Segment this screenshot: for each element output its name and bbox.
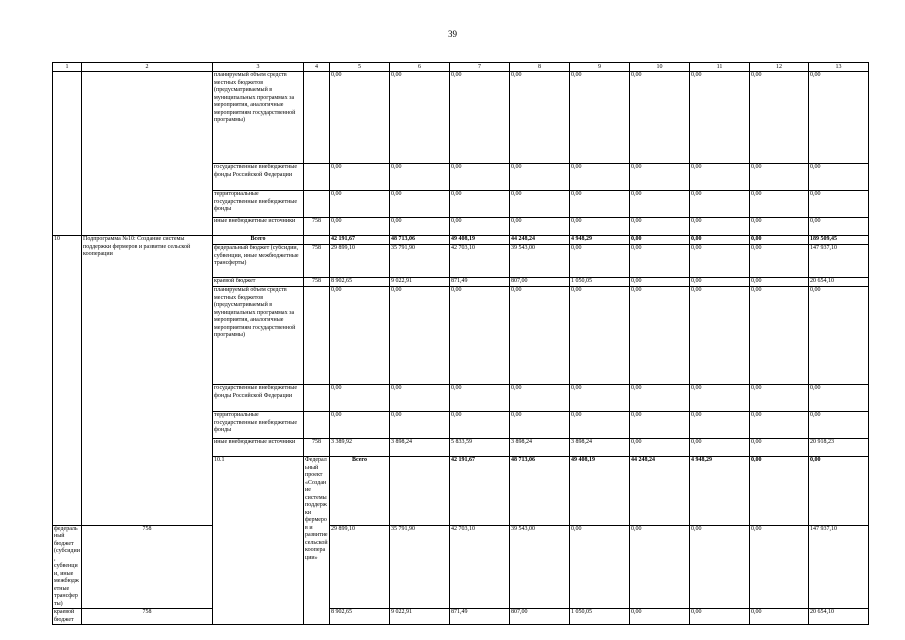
empty-cell <box>53 72 82 236</box>
amount-cell: 0,00 <box>690 191 750 218</box>
column-header: 2 <box>82 63 213 72</box>
amount-cell: 0,00 <box>570 218 630 236</box>
amount-cell: 0,00 <box>690 439 750 457</box>
budget-code: 758 <box>304 245 330 278</box>
funding-source-label: краевой бюджет <box>53 609 82 625</box>
amount-cell: 0,00 <box>450 287 510 385</box>
amount-cell: 4 948,29 <box>570 236 630 245</box>
amount-cell: 0,00 <box>809 385 869 412</box>
amount-cell: 0,00 <box>690 385 750 412</box>
amount-cell: 3 389,92 <box>330 439 390 457</box>
amount-cell: 807,00 <box>510 609 570 625</box>
funding-source-label: территориальные государственные внебюджетные фонды <box>213 412 304 439</box>
page-number: 39 <box>448 29 457 39</box>
amount-cell: 189 509,45 <box>809 236 869 245</box>
amount-cell: 0,00 <box>630 385 690 412</box>
column-header: 6 <box>390 63 450 72</box>
amount-cell: 871,49 <box>450 278 510 287</box>
amount-cell: 0,00 <box>630 525 690 609</box>
column-header: 5 <box>330 63 390 72</box>
budget-code: 758 <box>304 439 330 457</box>
amount-cell: 44 248,24 <box>630 457 690 526</box>
amount-cell: 0,00 <box>330 287 390 385</box>
funding-source-label: Всего <box>330 457 390 526</box>
amount-cell: 0,00 <box>630 191 690 218</box>
amount-cell: 0,00 <box>750 72 809 164</box>
amount-cell: 20 654,10 <box>809 609 869 625</box>
amount-cell: 39 543,00 <box>510 525 570 609</box>
amount-cell: 0,00 <box>750 412 809 439</box>
amount-cell: 48 713,06 <box>390 236 450 245</box>
column-header: 13 <box>809 63 869 72</box>
amount-cell: 0,00 <box>510 412 570 439</box>
amount-cell: 0,00 <box>690 525 750 609</box>
amount-cell: 0,00 <box>330 191 390 218</box>
amount-cell: 147 937,10 <box>809 525 869 609</box>
amount-cell: 0,00 <box>570 72 630 164</box>
amount-cell: 0,00 <box>330 218 390 236</box>
amount-cell: 0,00 <box>450 164 510 191</box>
budget-code: 758 <box>304 278 330 287</box>
amount-cell: 807,00 <box>510 278 570 287</box>
amount-cell: 0,00 <box>510 72 570 164</box>
amount-cell: 0,00 <box>750 191 809 218</box>
amount-cell: 0,00 <box>510 287 570 385</box>
amount-cell: 0,00 <box>690 72 750 164</box>
amount-cell: 35 791,90 <box>390 245 450 278</box>
amount-cell: 0,00 <box>809 164 869 191</box>
amount-cell: 0,00 <box>690 236 750 245</box>
amount-cell: 147 937,10 <box>809 245 869 278</box>
amount-cell: 0,00 <box>690 287 750 385</box>
amount-cell: 871,49 <box>450 609 510 625</box>
amount-cell: 0,00 <box>390 72 450 164</box>
amount-cell: 0,00 <box>809 287 869 385</box>
amount-cell: 0,00 <box>510 218 570 236</box>
funding-source-label: государственные внебюджетные фонды Российской Федерации <box>213 385 304 412</box>
funding-source-label: Всего <box>213 236 304 245</box>
amount-cell: 20 654,10 <box>809 278 869 287</box>
amount-cell: 0,00 <box>510 164 570 191</box>
budget-code <box>304 412 330 439</box>
amount-cell: 44 248,24 <box>510 236 570 245</box>
amount-cell: 4 948,29 <box>690 457 750 526</box>
budget-code <box>390 457 450 526</box>
column-header: 1 <box>53 63 82 72</box>
amount-cell: 42 703,10 <box>450 245 510 278</box>
amount-cell: 49 408,19 <box>570 457 630 526</box>
budget-code <box>304 164 330 191</box>
funding-source-label: государственные внебюджетные фонды Российской Федерации <box>213 164 304 191</box>
column-header: 4 <box>304 63 330 72</box>
amount-cell: 0,00 <box>570 412 630 439</box>
budget-code: 758 <box>82 525 213 609</box>
column-header: 11 <box>690 63 750 72</box>
budget-code <box>304 385 330 412</box>
table-row <box>53 72 869 164</box>
funding-source-label: планируемый объем средств местных бюджетов (предусматриваемый в муниципальных программах за мероприятия, аналогичные мероприятиям государственной программы) <box>213 72 304 164</box>
amount-cell: 0,00 <box>450 218 510 236</box>
column-header: 10 <box>630 63 690 72</box>
amount-cell: 0,00 <box>450 412 510 439</box>
table-row <box>53 236 869 245</box>
amount-cell: 0,00 <box>630 72 690 164</box>
amount-cell: 29 899,10 <box>330 245 390 278</box>
amount-cell: 0,00 <box>750 236 809 245</box>
amount-cell: 0,00 <box>570 385 630 412</box>
amount-cell: 0,00 <box>390 164 450 191</box>
funding-source-label: планируемый объем средств местных бюджетов (предусматриваемый в муниципальных программах за мероприятия, аналогичные мероприятиям государственной программы) <box>213 287 304 385</box>
amount-cell: 9 022,91 <box>390 609 450 625</box>
amount-cell: 0,00 <box>390 287 450 385</box>
amount-cell: 0,00 <box>510 385 570 412</box>
amount-cell: 9 022,91 <box>390 278 450 287</box>
amount-cell: 0,00 <box>630 245 690 278</box>
funding-source-label: федеральный бюджет (субсидии, субвенции, иные межбюджетные трансферты) <box>54 525 80 607</box>
amount-cell: 5 833,59 <box>450 439 510 457</box>
amount-cell: 0,00 <box>630 412 690 439</box>
budget-code <box>304 236 330 245</box>
amount-cell: 0,00 <box>750 385 809 412</box>
amount-cell: 42 191,67 <box>450 457 510 526</box>
budget-code <box>304 287 330 385</box>
amount-cell: 8 902,65 <box>330 278 390 287</box>
budget-code: 758 <box>82 609 213 625</box>
amount-cell: 0,00 <box>570 164 630 191</box>
amount-cell: 0,00 <box>809 191 869 218</box>
budget-code <box>304 191 330 218</box>
amount-cell: 0,00 <box>690 218 750 236</box>
amount-cell: 0,00 <box>570 191 630 218</box>
amount-cell: 0,00 <box>750 287 809 385</box>
amount-cell: 0,00 <box>390 218 450 236</box>
amount-cell: 0,00 <box>750 457 809 526</box>
amount-cell: 0,00 <box>690 609 750 625</box>
funding-source-label: краевой бюджет <box>213 278 304 287</box>
amount-cell: 35 791,90 <box>390 525 450 609</box>
amount-cell: 49 408,19 <box>450 236 510 245</box>
amount-cell: 0,00 <box>690 164 750 191</box>
amount-cell: 0,00 <box>450 72 510 164</box>
section-number: 10 <box>53 236 82 526</box>
amount-cell: 0,00 <box>750 164 809 191</box>
empty-cell <box>82 72 213 236</box>
budget-code: 758 <box>304 218 330 236</box>
section-title: Подпрограмма №10: Создание системы поддержки фермеров и развитие сельской кооперации <box>82 236 213 526</box>
amount-cell: 0,00 <box>750 278 809 287</box>
column-header: 9 <box>570 63 630 72</box>
column-header: 8 <box>510 63 570 72</box>
amount-cell: 0,00 <box>630 218 690 236</box>
amount-cell: 42 703,10 <box>450 525 510 609</box>
column-header: 3 <box>213 63 304 72</box>
amount-cell: 0,00 <box>450 385 510 412</box>
amount-cell: 0,00 <box>750 245 809 278</box>
amount-cell: 0,00 <box>330 72 390 164</box>
column-header: 12 <box>750 63 809 72</box>
amount-cell: 0,00 <box>690 278 750 287</box>
amount-cell: 39 543,00 <box>510 245 570 278</box>
amount-cell: 3 898,24 <box>390 439 450 457</box>
amount-cell: 0,00 <box>809 218 869 236</box>
amount-cell: 0,00 <box>809 72 869 164</box>
section-number: 10.1 <box>213 457 304 625</box>
header-row <box>53 63 869 72</box>
funding-source-label: территориальные государственные внебюджетные фонды <box>213 191 304 218</box>
amount-cell: 0,00 <box>390 412 450 439</box>
amount-cell: 0,00 <box>630 164 690 191</box>
amount-cell: 0,00 <box>630 287 690 385</box>
amount-cell: 48 713,06 <box>510 457 570 526</box>
amount-cell: 0,00 <box>750 525 809 609</box>
amount-cell: 0,00 <box>630 236 690 245</box>
amount-cell: 0,00 <box>690 245 750 278</box>
amount-cell: 0,00 <box>750 218 809 236</box>
amount-cell: 0,00 <box>450 191 510 218</box>
amount-cell: 3 898,24 <box>510 439 570 457</box>
amount-cell: 0,00 <box>570 525 630 609</box>
amount-cell: 0,00 <box>809 457 869 526</box>
funding-source-label: иные внебюджетные источники <box>213 439 304 457</box>
amount-cell: 0,00 <box>510 191 570 218</box>
table-row <box>53 525 869 609</box>
table-row <box>53 609 869 625</box>
amount-cell: 3 898,24 <box>570 439 630 457</box>
amount-cell: 20 918,23 <box>809 439 869 457</box>
amount-cell: 29 899,10 <box>330 525 390 609</box>
amount-cell: 1 050,05 <box>570 278 630 287</box>
budget-table <box>52 62 869 625</box>
funding-source-label: федеральный бюджет (субсидии, субвенции, иные межбюджетные трансферты) <box>213 245 304 278</box>
amount-cell: 0,00 <box>570 287 630 385</box>
funding-source-label: иные внебюджетные источники <box>213 218 304 236</box>
amount-cell: 42 191,67 <box>330 236 390 245</box>
amount-cell: 0,00 <box>750 439 809 457</box>
amount-cell: 0,00 <box>570 245 630 278</box>
amount-cell: 1 050,05 <box>570 609 630 625</box>
section-title: Федеральный проект «Создание системы поддержки фермеров и развитие сельской кооперации» <box>304 457 330 625</box>
amount-cell: 0,00 <box>390 385 450 412</box>
amount-cell: 0,00 <box>390 191 450 218</box>
amount-cell: 0,00 <box>330 412 390 439</box>
amount-cell: 8 902,65 <box>330 609 390 625</box>
amount-cell: 0,00 <box>630 609 690 625</box>
amount-cell: 0,00 <box>750 609 809 625</box>
column-header: 7 <box>450 63 510 72</box>
amount-cell: 0,00 <box>630 439 690 457</box>
amount-cell: 0,00 <box>809 412 869 439</box>
amount-cell: 0,00 <box>330 164 390 191</box>
amount-cell: 0,00 <box>630 278 690 287</box>
amount-cell: 0,00 <box>330 385 390 412</box>
budget-code <box>304 72 330 164</box>
amount-cell: 0,00 <box>690 412 750 439</box>
